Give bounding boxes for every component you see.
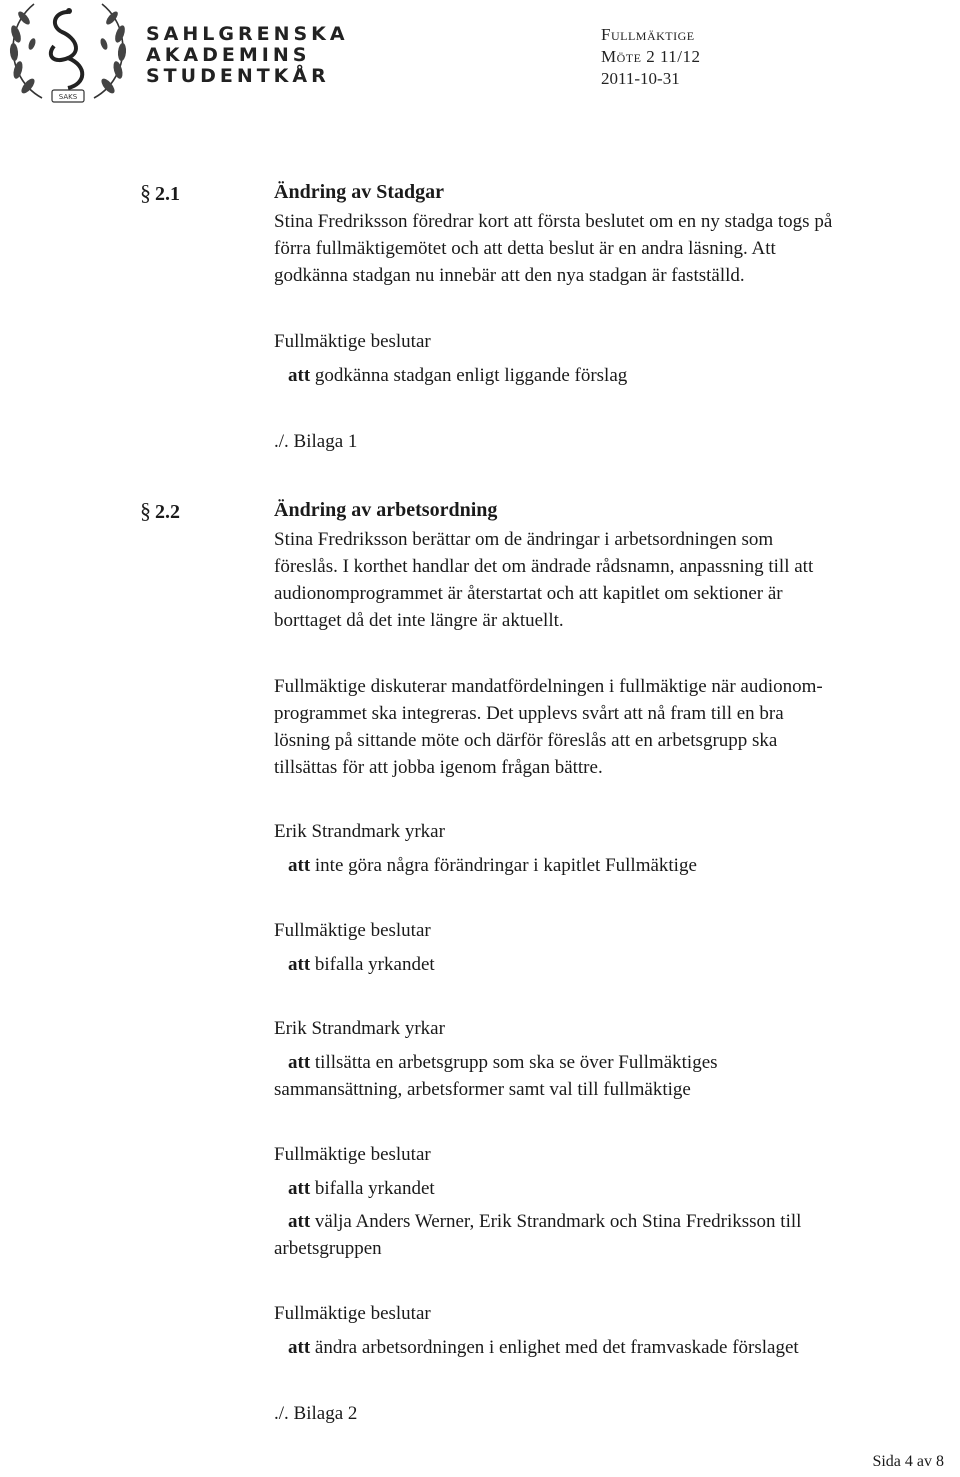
- section-number: 2.1: [155, 183, 180, 205]
- paragraph-line: Stina Fredriksson berättar om de ändringar i arbetsordningen som: [274, 529, 774, 550]
- motion-text: inte göra några förändringar i kapitlet Fullmäktige: [314, 855, 697, 876]
- att-keyword: att: [288, 1052, 311, 1073]
- decision-text-continued: arbetsgruppen: [274, 1238, 382, 1259]
- paragraph-sign-icon: §: [140, 498, 151, 523]
- attachment-ref: ./. Bilaga 2: [274, 1403, 358, 1424]
- decision-label: Fullmäktige beslutar: [274, 1144, 431, 1165]
- decision-item: [288, 362, 627, 389]
- motion-text-continued: sammansättning, arbetsformer samt val till fullmäktige: [274, 1079, 691, 1100]
- union-seal-logo: [2, 0, 134, 106]
- paragraph-line: föreslås. I korthet handlar det om ändrade rådsnamn, anpassning till att: [274, 556, 814, 577]
- seal-ribbon-text: SAKS: [58, 93, 78, 101]
- paragraph-line: Fullmäktige diskuterar mandatfördelningen i fullmäktige när audionom-: [274, 676, 823, 697]
- attachment-ref: ./. Bilaga 1: [274, 431, 358, 452]
- meeting-date: 2011-10-31: [601, 69, 680, 88]
- att-keyword: att: [288, 954, 311, 975]
- motion-item: [288, 1049, 718, 1076]
- decision-text: bifalla yrkandet: [314, 954, 435, 975]
- paragraph-line: Stina Fredriksson föredrar kort att första beslutet om en ny stadga togs på: [274, 211, 833, 232]
- att-keyword: att: [288, 855, 311, 876]
- paragraph-line: programmet ska integreras. Det upplevs svårt att nå fram till en bra: [274, 703, 784, 724]
- meeting-meta: [601, 24, 701, 90]
- section-2-1-title: Ändring av Stadgar: [274, 181, 445, 203]
- decision-label: Fullmäktige beslutar: [274, 331, 431, 352]
- meeting-number: Möte 2 11/12: [601, 47, 701, 66]
- motion-label: Erik Strandmark yrkar: [274, 821, 445, 842]
- page-number: Sida 4 av 8: [872, 1453, 944, 1470]
- att-keyword: att: [288, 1211, 311, 1232]
- decision-text: ändra arbetsordningen i enlighet med det framvaskade förslaget: [314, 1337, 799, 1358]
- org-name-line3: STUDENTKÅR: [146, 65, 330, 87]
- decision-label: Fullmäktige beslutar: [274, 1303, 431, 1324]
- section-2-2-paragraph-1: [274, 526, 960, 634]
- section-2-2-paragraph-2: [274, 673, 960, 781]
- paragraph-line: förra fullmäktigemötet och att detta beslut är en andra läsning. Att: [274, 238, 776, 259]
- decision-item: [288, 951, 435, 978]
- section-2-2-marker: [140, 498, 180, 524]
- att-keyword: att: [288, 1178, 311, 1199]
- paragraph-sign-icon: §: [140, 180, 151, 205]
- org-name-line1: SAHLGRENSKA: [146, 23, 349, 45]
- motion-item: [288, 852, 697, 879]
- att-keyword: att: [288, 1337, 311, 1358]
- decision-item: [288, 1334, 799, 1361]
- decision-text: välja Anders Werner, Erik Strandmark och Stina Fredriksson till: [314, 1211, 802, 1232]
- section-number: 2.2: [155, 501, 180, 523]
- meeting-type: Fullmäktige: [601, 25, 695, 44]
- decision-label: Fullmäktige beslutar: [274, 920, 431, 941]
- paragraph-line: audionomprogrammet är återstartat och att kapitlet om sektioner är: [274, 583, 783, 604]
- org-name: [146, 24, 349, 87]
- section-2-1-marker: [140, 180, 180, 206]
- section-2-2-title: Ändring av arbetsordning: [274, 499, 498, 521]
- motion-text: tillsätta en arbetsgrupp som ska se över Fullmäktiges: [314, 1052, 718, 1073]
- decision-text: godkänna stadgan enligt liggande förslag: [314, 365, 628, 386]
- decision-item: [288, 1175, 435, 1202]
- paragraph-line: borttaget då det inte längre är aktuellt.: [274, 610, 564, 631]
- section-2-1-paragraph: [274, 208, 960, 289]
- paragraph-line: godkänna stadgan nu innebär att den nya stadgan är fastställd.: [274, 265, 745, 286]
- att-keyword: att: [288, 365, 311, 386]
- org-name-line2: AKADEMINS: [146, 44, 311, 66]
- motion-label: Erik Strandmark yrkar: [274, 1018, 445, 1039]
- paragraph-line: tillsättas för att jobba igenom frågan bättre.: [274, 757, 603, 778]
- decision-text: bifalla yrkandet: [314, 1178, 435, 1199]
- paragraph-line: lösning på sittande möte och därför föreslås att en arbetsgrupp ska: [274, 730, 778, 751]
- decision-item: [288, 1208, 801, 1235]
